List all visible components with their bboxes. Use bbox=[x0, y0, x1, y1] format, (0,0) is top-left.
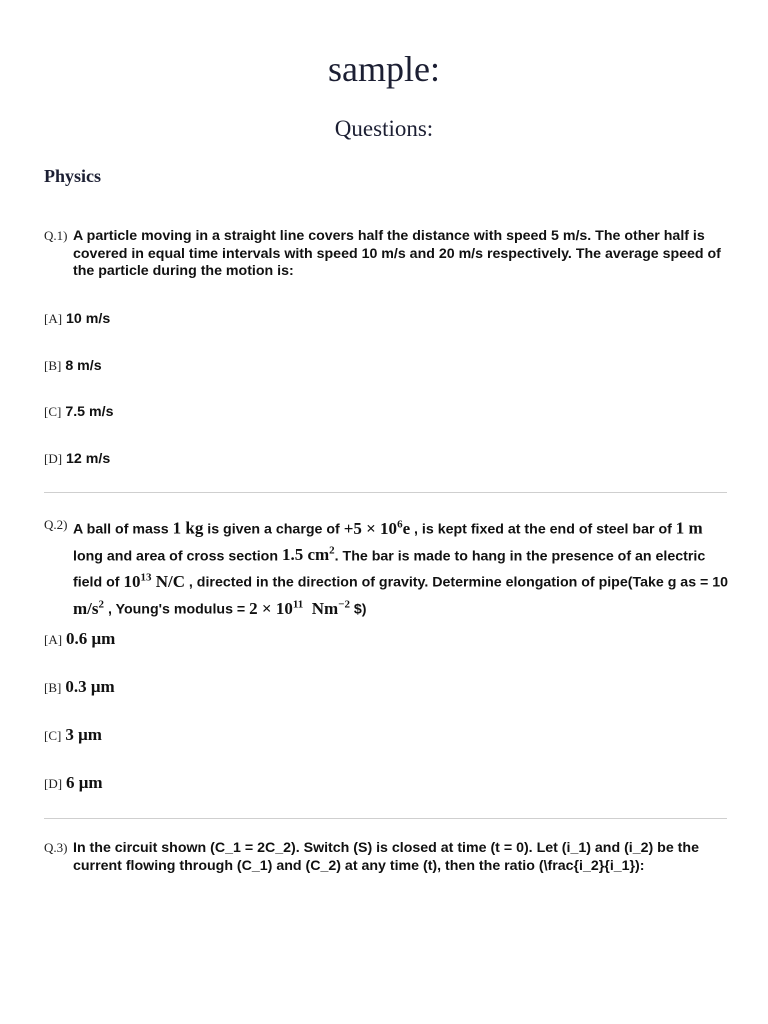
option-b[interactable] bbox=[44, 357, 102, 375]
option-c[interactable] bbox=[44, 403, 113, 421]
question-number: Q.1) bbox=[44, 228, 68, 243]
option-value: 7.5 m/s bbox=[65, 404, 114, 420]
option-c[interactable] bbox=[44, 725, 102, 745]
divider bbox=[44, 492, 727, 493]
option-value: 10 m/s bbox=[66, 311, 111, 327]
option-d[interactable] bbox=[44, 773, 103, 793]
option-value: 3 μm bbox=[65, 725, 102, 744]
option-value: 12 m/s bbox=[66, 451, 111, 467]
option-label: [B] bbox=[44, 358, 62, 373]
option-value: 6 μm bbox=[66, 773, 103, 792]
question-2 bbox=[44, 514, 734, 621]
option-label: [B] bbox=[44, 680, 62, 695]
divider bbox=[44, 818, 727, 819]
option-value: 0.3 μm bbox=[65, 677, 115, 696]
option-d[interactable] bbox=[44, 450, 110, 468]
option-label: [D] bbox=[44, 776, 63, 791]
option-value: 0.6 μm bbox=[66, 629, 116, 648]
option-b[interactable] bbox=[44, 677, 115, 697]
option-a[interactable] bbox=[44, 629, 115, 649]
question-text: A ball of mass 1 kg is given a charge of $+5 \times 10^6e$ , is kept fixed at the end of steel bar of 1 m long and area of cross section 1.5 $cm^2$. The bar is made to hang in the presence of an electric field of $10^{13}$ N/C , directed in the direction of gravity. Determine elongation of pipe(Take g as = 10 $m/s^2$ , Young's modulus = $2 \times 10^{11}$ $Nm^{-2}$ $) bbox=[73, 518, 729, 618]
question-number: Q.3) bbox=[44, 840, 68, 855]
question-1 bbox=[44, 228, 734, 281]
section-heading: Physics bbox=[44, 166, 102, 186]
page-subtitle: Questions: bbox=[334, 116, 434, 141]
question-text: A particle moving in a straight line covers half the distance with speed 5 m/s. The other half is covered in equal time intervals with speed 10 m/s and 20 m/s respectively. The average speed of the particle during the motion is: bbox=[73, 228, 721, 279]
option-label: [D] bbox=[44, 451, 63, 466]
question-text: In the circuit shown (C_1 = 2C_2). Switch (S) is closed at time (t = 0). Let (i_1) and (i_2) be the current flowing through (C_1) and (C_2) at any time (t), then the ratio (\frac{i_2}{i_1}): bbox=[73, 840, 699, 874]
option-label: [C] bbox=[44, 404, 62, 419]
question-3 bbox=[44, 840, 734, 875]
option-value: 8 m/s bbox=[65, 358, 102, 374]
option-label: [A] bbox=[44, 632, 63, 647]
option-label: [C] bbox=[44, 728, 62, 743]
option-label: [A] bbox=[44, 311, 63, 326]
page-title: sample: bbox=[328, 49, 440, 89]
question-number: Q.2) bbox=[44, 517, 68, 532]
option-a[interactable] bbox=[44, 310, 110, 328]
